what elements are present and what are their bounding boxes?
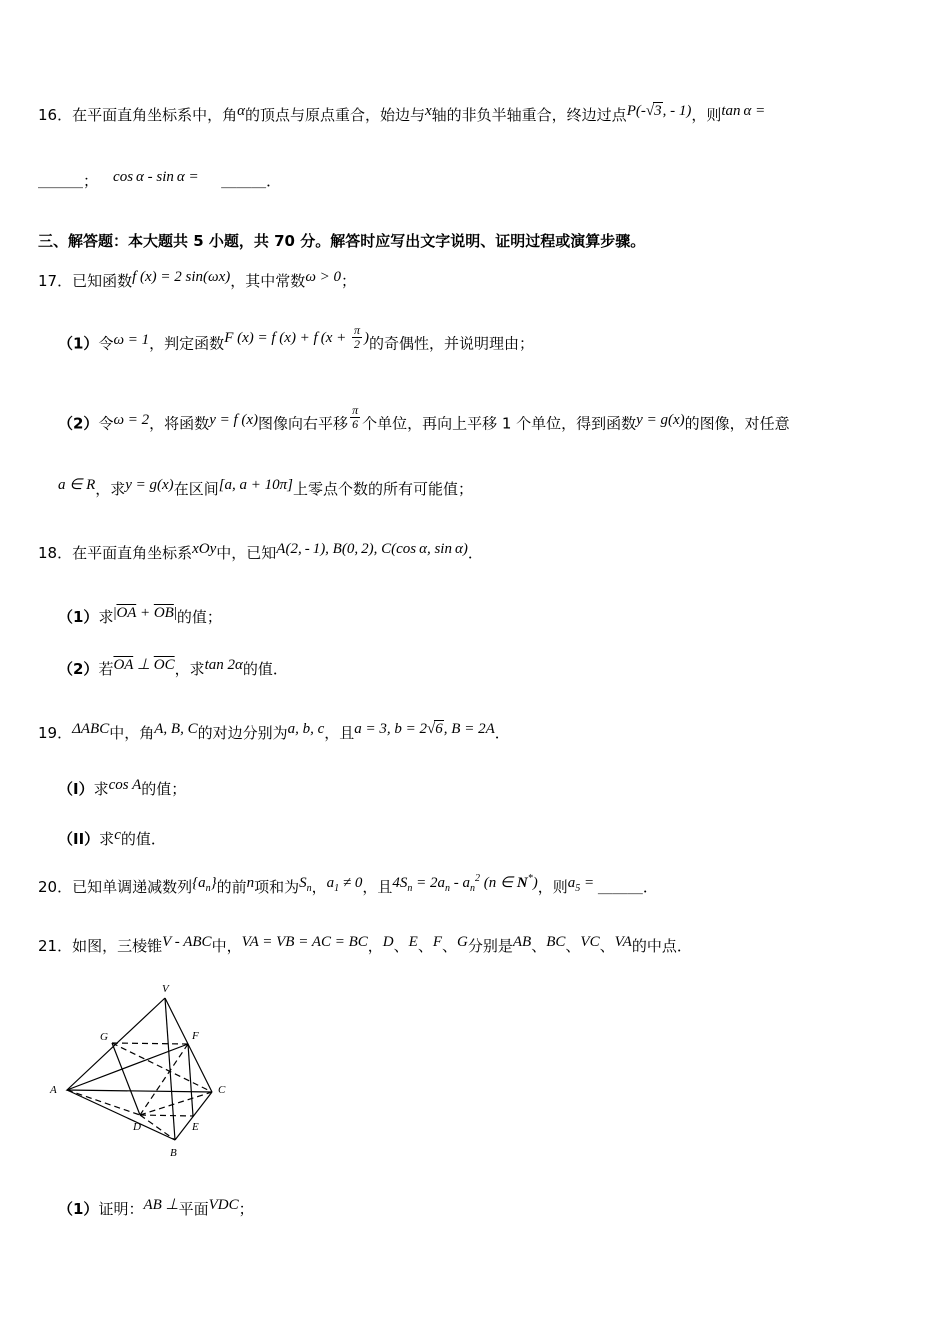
q17-stem-math-1: f (x) = 2 sin(ωx) bbox=[132, 269, 231, 285]
q19-part2-math-1: c bbox=[114, 827, 121, 843]
q18-number: 18． bbox=[38, 544, 73, 562]
q16-text-1: 在平面直角坐标系中，角 bbox=[72, 106, 238, 124]
q16-math-point: P(-√3, - 1) bbox=[626, 103, 692, 119]
question-21-part-1 bbox=[58, 1198, 948, 1222]
q17-part2-text-8: 上零点个数的所有可能值； bbox=[293, 480, 474, 498]
q16-blank-2: ＿＿＿． bbox=[221, 172, 282, 190]
q21-text-9: 、 bbox=[565, 937, 581, 955]
q19-stem-text-2: 的对边分别为 bbox=[197, 724, 288, 742]
q21-part1-text-1: 证明： bbox=[98, 1200, 144, 1218]
question-18-part-2 bbox=[58, 658, 948, 682]
q17-part2-text-6: ，求 bbox=[95, 480, 126, 498]
q19-part1-text-2: 的值； bbox=[141, 780, 187, 798]
question-18 bbox=[38, 542, 928, 566]
q16-number: 16． bbox=[38, 106, 73, 124]
q17-part2-math-4: y = g(x) bbox=[636, 411, 685, 428]
triangular-pyramid-diagram bbox=[40, 980, 340, 1170]
q18-stem-math-2: A(2, - 1), B(0, 2), C(cos α, sin α) bbox=[276, 541, 468, 557]
question-17 bbox=[38, 270, 918, 294]
q17-part2-math-2: y = f (x) bbox=[209, 411, 259, 428]
q18-part2-text-1: 若 bbox=[98, 660, 114, 678]
question-16 bbox=[38, 104, 918, 128]
section-3-heading bbox=[38, 230, 918, 254]
q21-text-4: 、 bbox=[393, 937, 409, 955]
q21-part1-math-2: VDC bbox=[208, 1197, 239, 1213]
q17-part2-text-4: 个单位，再向上平移 1 个单位，得到函数 bbox=[362, 414, 637, 433]
q20-text-4: ， bbox=[311, 878, 327, 896]
q21-part1-math-1: AB ⊥ bbox=[143, 1197, 179, 1213]
vertex-label-E: E bbox=[192, 1121, 199, 1133]
q16-text-3: 轴的非负半轴重合，终边过点 bbox=[431, 106, 627, 124]
q21-math-1: V - ABC bbox=[162, 934, 212, 950]
q19-part1-text-1: 求 bbox=[93, 780, 109, 798]
q19-part2-label: （II） bbox=[58, 830, 100, 848]
q17-stem-math-2: ω > 0 bbox=[305, 269, 342, 285]
q20-text-2: 的前 bbox=[216, 878, 247, 896]
q18-stem-text-1: 在平面直角坐标系 bbox=[72, 544, 193, 562]
question-19 bbox=[38, 722, 928, 746]
q16-text-4: ，则 bbox=[691, 106, 722, 124]
q20-number: 20． bbox=[38, 878, 73, 896]
q19-stem-text-3: ，且 bbox=[324, 724, 355, 742]
q21-text-10: 、 bbox=[599, 937, 615, 955]
q19-stem-text-1: 中，角 bbox=[109, 724, 155, 742]
q19-stem-math-3: a, b, c bbox=[287, 721, 325, 737]
q21-text-1: 如图，三棱锥 bbox=[72, 937, 163, 955]
q20-text-1: 已知单调递减数列 bbox=[72, 878, 193, 896]
q17-part2-text-5: 的图像，对任意 bbox=[684, 414, 790, 433]
q18-part1-label: （1） bbox=[58, 608, 99, 626]
q20-math-3: $S_n$ bbox=[299, 875, 312, 894]
q21-part1-text-2: 平面 bbox=[178, 1200, 209, 1218]
q16-blank-1: ＿＿＿ bbox=[38, 172, 84, 190]
question-17-part-2 bbox=[58, 403, 948, 438]
q21-text-2: 中， bbox=[211, 937, 242, 955]
q21-text-7: 分别是 bbox=[467, 937, 513, 955]
question-19-part-2 bbox=[58, 828, 948, 852]
q21-math-10: VA bbox=[614, 934, 632, 950]
q19-part2-text-1: 求 bbox=[99, 830, 115, 848]
q20-math-6: $a_5$ = bbox=[567, 875, 595, 894]
q21-part1-label: （1） bbox=[58, 1200, 99, 1218]
q18-part2-text-2: ，求 bbox=[174, 660, 205, 678]
q17-part1-math-1: ω = 1 bbox=[113, 331, 150, 348]
q18-part1-text-2: 的值； bbox=[176, 608, 222, 626]
question-20 bbox=[38, 873, 928, 901]
q21-text-3: ， bbox=[367, 937, 383, 955]
vertex-label-B: B bbox=[170, 1147, 177, 1159]
q18-part1-math-1: $|\overline{OA} + \overline{OB}|$ bbox=[113, 605, 177, 621]
q17-stem-text-2: ，其中常数 bbox=[230, 272, 306, 290]
vertex-label-G: G bbox=[100, 1031, 108, 1043]
q16-text-2: 的顶点与原点重合，始边与 bbox=[244, 106, 425, 124]
vertex-label-C: C bbox=[218, 1084, 226, 1096]
q19-stem-text-4: ． bbox=[494, 724, 510, 742]
q17-part2-math-7: [a, a + 10π] bbox=[218, 477, 294, 493]
q18-part2-label: （2） bbox=[58, 660, 99, 678]
q17-part2-math-5: a ∈ R bbox=[58, 477, 96, 493]
q18-part1-text-1: 求 bbox=[98, 608, 114, 626]
q19-stem-math-1: ΔABC bbox=[72, 721, 110, 737]
triangular-pyramid-figure bbox=[40, 980, 340, 1170]
q20-blank: ＿＿＿． bbox=[597, 878, 658, 896]
q20-text-6: ，则 bbox=[537, 878, 568, 896]
q21-part1-text-3: ； bbox=[238, 1200, 254, 1218]
q18-part2-math-1: $\overline{OA}$ ⊥ $\overline{OC}$ bbox=[113, 657, 175, 673]
q17-part1-math-2: F (x) = f (x) + f (x + $\frac{\pi}{2}$ ) bbox=[224, 323, 370, 351]
question-19-part-1 bbox=[58, 778, 948, 802]
question-17-part-1 bbox=[58, 323, 938, 358]
question-18-part-1 bbox=[58, 606, 948, 630]
section-3-text: 三、解答题：本大题共 5 小题，共 70 分。解答时应写出文字说明、证明过程或演算步骤。 bbox=[38, 232, 646, 250]
q21-text-11: 的中点． bbox=[631, 937, 692, 955]
q20-text-3: 项和为 bbox=[254, 878, 300, 896]
q19-stem-math-4: a = 3, b = 2√6, B = 2A bbox=[354, 721, 495, 737]
q17-part2-math-1: ω = 2 bbox=[113, 411, 150, 428]
q17-part1-text-2: ，判定函数 bbox=[149, 334, 225, 353]
q16-separator: ； bbox=[83, 172, 99, 190]
q20-math-1: $\{a_n\}$ bbox=[192, 875, 217, 894]
vertex-label-D: D bbox=[133, 1121, 141, 1133]
q17-number: 17． bbox=[38, 272, 73, 290]
q21-math-3: D bbox=[382, 934, 394, 950]
q17-part1-text-1: 令 bbox=[98, 334, 114, 353]
vertex-label-A: A bbox=[50, 1084, 57, 1096]
q21-math-4: E bbox=[408, 934, 418, 950]
q17-part2-label: （2） bbox=[58, 414, 99, 433]
q20-math-2: n bbox=[246, 875, 255, 891]
q20-text-5: ，且 bbox=[362, 878, 393, 896]
question-21 bbox=[38, 935, 938, 959]
q21-text-6: 、 bbox=[442, 937, 458, 955]
q17-stem-text-3: ； bbox=[341, 272, 357, 290]
q18-stem-math-1: xOy bbox=[192, 541, 217, 557]
q18-part2-math-2: tan 2α bbox=[204, 657, 243, 673]
q17-part1-text-3: 的奇偶性，并说明理由； bbox=[369, 334, 535, 353]
q17-part2-text-2: ，将函数 bbox=[149, 414, 210, 433]
q19-number: 19． bbox=[38, 724, 73, 742]
q19-part2-text-2: 的值． bbox=[120, 830, 166, 848]
q17-part2-math-6: y = g(x) bbox=[125, 477, 174, 493]
vertex-label-V: V bbox=[162, 983, 169, 995]
q21-text-5: 、 bbox=[417, 937, 433, 955]
q21-math-8: BC bbox=[546, 934, 566, 950]
q20-math-5: $4S_n = 2a_n - a_n^2$ (n ∈ N*) bbox=[392, 873, 538, 894]
vertex-label-F: F bbox=[192, 1030, 199, 1042]
question-16-line2 bbox=[38, 170, 918, 194]
q21-text-8: 、 bbox=[531, 937, 547, 955]
q19-part1-math-1: cos A bbox=[108, 777, 142, 793]
q17-part2-text-1: 令 bbox=[98, 414, 114, 433]
q21-math-2: VA = VB = AC = BC bbox=[241, 934, 368, 950]
q17-part2-text-7: 在区间 bbox=[173, 480, 219, 498]
q18-stem-text-3: ． bbox=[467, 544, 483, 562]
question-17-part-2-line2 bbox=[58, 478, 948, 502]
q16-math-x: x bbox=[425, 103, 432, 119]
q16-math-cos-sin: cos α - sin α = bbox=[113, 169, 199, 185]
q19-stem-math-2: A, B, C bbox=[154, 721, 198, 737]
q16-math-alpha: α bbox=[237, 103, 245, 119]
q17-part1-label: （1） bbox=[58, 334, 99, 353]
q21-math-6: G bbox=[457, 934, 468, 950]
q19-part1-label: （I） bbox=[58, 780, 94, 798]
q21-math-7: AB bbox=[512, 934, 532, 950]
q18-stem-text-2: 中，已知 bbox=[216, 544, 277, 562]
q20-math-4: $a_1 \ne 0$ bbox=[326, 875, 363, 894]
q21-math-5: F bbox=[432, 934, 443, 950]
q16-math-tan: tan α = bbox=[721, 103, 766, 119]
q21-number: 21． bbox=[38, 937, 73, 955]
q17-part2-math-3: $\frac{\pi}{6}$ bbox=[352, 403, 359, 431]
q21-math-9: VC bbox=[580, 934, 600, 950]
q17-part2-text-3: 图像向右平移 bbox=[258, 414, 349, 433]
q17-stem-text-1: 已知函数 bbox=[72, 272, 133, 290]
q18-part2-text-3: 的值． bbox=[242, 660, 288, 678]
